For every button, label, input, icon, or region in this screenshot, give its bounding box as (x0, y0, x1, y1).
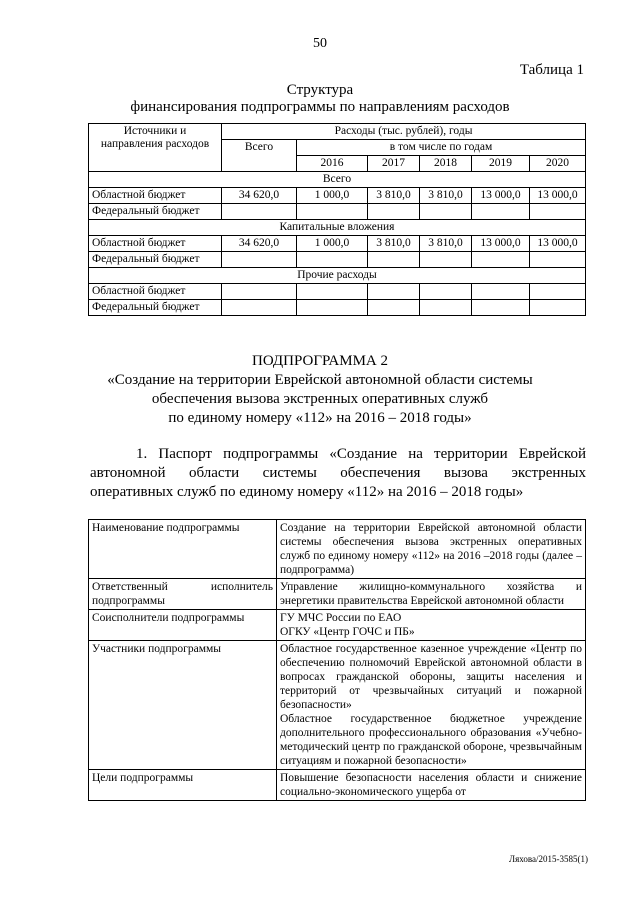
header-expenses: Расходы (тыс. рублей), годы (222, 124, 586, 140)
passport-row (89, 579, 586, 610)
row-year-value (420, 300, 472, 316)
subprogram-title-line-4: по единому номеру «112» на 2016 – 2018 годы» (168, 410, 472, 426)
row-year-value: 1 000,0 (297, 188, 368, 204)
table-title (0, 82, 640, 116)
passport-label: Соисполнители подпрограммы (89, 610, 277, 641)
passport-row (89, 770, 586, 801)
passport-value (277, 520, 586, 579)
row-year-value: 13 000,0 (530, 188, 586, 204)
row-year-value (472, 300, 530, 316)
passport-value-paragraph: ОГКУ «Центр ГОЧС и ПБ» (280, 626, 415, 638)
row-year-value: 1 000,0 (297, 236, 368, 252)
row-year-value (420, 284, 472, 300)
footer-code: Ляхова/2015-3585(1) (508, 854, 588, 864)
table-row (89, 252, 586, 268)
table-row (89, 236, 586, 252)
subprogram-title-line-3: обеспечения вызова экстренных оперативных служб (151, 391, 489, 407)
table-label: Таблица 1 (519, 62, 584, 78)
row-year-value: 3 810,0 (368, 188, 420, 204)
finance-structure-table (88, 123, 586, 316)
row-label: Областной бюджет (89, 188, 222, 204)
row-year-value: 3 810,0 (420, 236, 472, 252)
passport-value (277, 641, 586, 770)
passport-row (89, 610, 586, 641)
header-total: Всего (222, 140, 297, 172)
row-year-value (420, 204, 472, 220)
header-year: 2016 (297, 156, 368, 172)
row-year-value (530, 204, 586, 220)
row-total (222, 252, 297, 268)
row-year-value (530, 284, 586, 300)
passport-row (89, 520, 586, 579)
table-row (89, 300, 586, 316)
header-year: 2019 (472, 156, 530, 172)
subprogram-title (0, 352, 640, 428)
row-label: Областной бюджет (89, 236, 222, 252)
row-year-value (368, 300, 420, 316)
passport-value-paragraph: Управление жилищно-коммунального хозяйства и энергетики правительства Еврейской автономной области (280, 581, 582, 607)
row-label: Федеральный бюджет (89, 204, 222, 220)
passport-label: Цели подпрограммы (89, 770, 277, 801)
row-year-value: 13 000,0 (472, 188, 530, 204)
row-year-value (530, 252, 586, 268)
passport-value (277, 579, 586, 610)
subprogram-title-line-1: ПОДПРОГРАММА 2 (251, 353, 389, 369)
row-year-value (368, 204, 420, 220)
subprogram-title-line-2: «Создание на территории Еврейской автономной области системы (107, 372, 533, 388)
row-year-value: 3 810,0 (368, 236, 420, 252)
table-row (89, 204, 586, 220)
row-year-value (297, 284, 368, 300)
row-year-value: 3 810,0 (420, 188, 472, 204)
row-year-value (420, 252, 472, 268)
header-year: 2020 (530, 156, 586, 172)
section-title: Всего (89, 172, 586, 188)
row-year-value (297, 252, 368, 268)
row-label: Федеральный бюджет (89, 300, 222, 316)
row-total: 34 620,0 (222, 236, 297, 252)
passport-value-paragraph: Создание на территории Еврейской автономной области системы обеспечения вызова экстренных оперативных служб по единому номеру «112» на 2016 –2018 годы (далее – подпрограмма) (280, 522, 582, 576)
passport-heading-line-1: 1. Паспорт подпрограммы «Создание на территории Еврейской (136, 446, 586, 462)
passport-value (277, 770, 586, 801)
passport-value (277, 610, 586, 641)
passport-label: Участники подпрограммы (89, 641, 277, 770)
row-total (222, 284, 297, 300)
passport-heading (90, 445, 586, 502)
row-label: Областной бюджет (89, 284, 222, 300)
passport-value-paragraph: Областное государственное казенное учреждение «Центр по обеспечению полномочий Еврейской автономной области в вопросах гражданской обороны, защиты населения и территорий от чрезвычайных ситуаций и пожарной безопасности» (280, 643, 582, 711)
section-title: Капитальные вложения (89, 220, 586, 236)
passport-label: Наименование подпрограммы (89, 520, 277, 579)
header-sources: Источники и направления расходов (89, 124, 222, 172)
passport-label: Ответственный исполнитель подпрограммы (89, 579, 277, 610)
table-row (89, 284, 586, 300)
passport-heading-line-3: оперативных служб по единому номеру «112» на 2016 – 2018 годы» (90, 484, 524, 500)
table-row (89, 188, 586, 204)
row-year-value (368, 284, 420, 300)
header-by-years: в том числе по годам (297, 140, 586, 156)
row-year-value (472, 252, 530, 268)
passport-row (89, 641, 586, 770)
section-title: Прочие расходы (89, 268, 586, 284)
row-year-value (472, 284, 530, 300)
passport-value-paragraph: ГУ МЧС России по ЕАО (280, 612, 402, 624)
row-year-value: 13 000,0 (530, 236, 586, 252)
page-number: 50 (313, 36, 327, 51)
row-total: 34 620,0 (222, 188, 297, 204)
passport-value-paragraph: Областное государственное бюджетное учреждение дополнительного профессионального образования «Учебно-методический центр по гражданской обороне, чрезвычайным ситуациям и пожарной безопасности» (280, 713, 582, 767)
passport-table (88, 519, 586, 801)
row-year-value (530, 300, 586, 316)
row-total (222, 300, 297, 316)
row-year-value: 13 000,0 (472, 236, 530, 252)
header-year: 2018 (420, 156, 472, 172)
row-year-value (297, 300, 368, 316)
row-year-value (472, 204, 530, 220)
table-title-line-1: Структура (286, 82, 354, 98)
row-total (222, 204, 297, 220)
header-year: 2017 (368, 156, 420, 172)
table-title-line-2: финансирования подпрограммы по направлениям расходов (130, 99, 510, 115)
row-year-value (297, 204, 368, 220)
row-year-value (368, 252, 420, 268)
passport-value-paragraph: Повышение безопасности населения области и снижение социально-экономического ущерба от (280, 772, 582, 798)
passport-heading-line-2: автономной области системы обеспечения вызова экстренных (90, 465, 586, 481)
row-label: Федеральный бюджет (89, 252, 222, 268)
